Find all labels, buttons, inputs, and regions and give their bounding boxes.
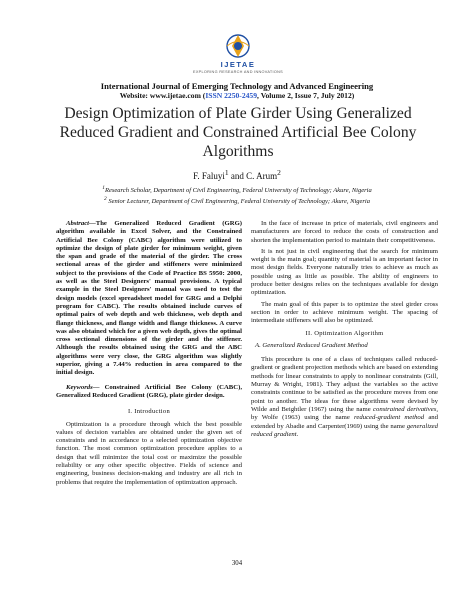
grg-text-d: . — [296, 430, 299, 438]
journal-web-suffix: , Volume 2, Issue 7, July 2012) — [257, 91, 355, 100]
logo-tagline: EXPLORING RESEARCH AND INNOVATIONS — [192, 70, 284, 74]
page-number: 304 — [231, 560, 243, 567]
journal-issn-link[interactable]: ISSN 2250-2459 — [205, 91, 258, 100]
affiliation-2 — [30, 196, 444, 205]
affiliation-1-sup: 1 — [102, 185, 105, 191]
journal-website-line — [30, 91, 444, 100]
abstract-lead: Abstract — [66, 220, 90, 227]
author-1-sup: 1 — [224, 168, 229, 177]
abstract — [56, 220, 242, 378]
logo-wordmark: IJETAE — [220, 60, 256, 69]
journal-name: International Journal of Emerging Technology and Advanced Engineering — [100, 81, 374, 91]
abstract-text: —The Generalized Reduced Gradient (GRG) algorithm available in Excel Solver, and the Constrained Artificial Bee Colony (CABC) algorithm were utilized to optimize the design of plate girder for minimum weight, given the span and grade of the material of the girder. The cross sectional areas of the girder and stiffeners were minimized subject to the provisions of the Code of Practice BS 5950: 2000, as well as the Steel Designers' manual provisions. A typical example in the Steel Designers' manual was used to test the design models (excel spreadsheet model for GRG and a Delphi program for CABC). The results obtained include curves of optimal pairs of web depth and web thickness, web depth and flange thickness, and flange width and flange thickness. A curve was also obtained which for a given web depth, gives the optimal cross sectional dimensions of the girder and the stiffener. Although the results obtained using the GRG and the ABC algorithms were very close, the GRG algorithm was slightly superior, giving a 7.44% reduction in area compared to the initial design. — [56, 220, 242, 377]
grg-paragraph — [251, 356, 438, 439]
section-heading-introduction: I. Introduction — [127, 408, 171, 416]
right-paragraph-1: In the face of increase in price of materials, civil engineers and manufacturers are forced to reduce the costs of construction and shorten the implementation period to maintain their competitiveness. — [251, 220, 438, 244]
keywords — [56, 384, 242, 401]
subsection-heading-grg: A. Generalized Reduced Gradient Method — [255, 341, 368, 349]
intro-paragraph: Optimization is a procedure through which the best possible values of decision variables are obtained under the given set of constraints and in accordance to a selected optimization objective function. The most common optimization procedure applies to a design that will minimize the total cost or maximize the possible reliability or any other specific objective. Fields of science and engineering, business decision-making and industry are all rich in problems that require the implementation of optimization approach. — [56, 420, 242, 486]
author-2: and C. Arum — [228, 171, 278, 181]
grg-text-a: This procedure is one of a class of techniques called reduced-gradient or gradient projection methods which are based on extending methods for linear constraints to apply to nonlinear constraints (Gill, Murray & Wright, 1981). They adjust the variables so the active constraints continue to be satisfied as the procedure moves from one point to another. The ideas for these algorithms were devised by Wilde and Beightler (1967) using the name — [251, 356, 439, 413]
journal-web-prefix: Website: www.ijetae.com ( — [119, 91, 206, 100]
author-line — [30, 168, 444, 181]
keywords-lead: Keywords — [66, 383, 93, 391]
affiliation-1 — [30, 185, 444, 194]
left-column — [56, 220, 242, 490]
affiliation-1-text: Research Scholar, Department of Civil Engineering, Federal University of Technology; Akure, Nigeria — [105, 187, 372, 195]
right-column — [251, 220, 438, 442]
right-paragraph-2: It is not just in civil engineering that the search for minimum weight is the main goal; quantity of material is an important factor in most design fields. Everyone naturally tries to achieve as much as possible using as little as possible. The ability of engineers to produce better designs relies on the techniques available for design optimization. — [251, 247, 438, 297]
keywords-text: — Constrained Artificial Bee Colony (CABC), Generalized Reduced Gradient (GRG), plate girder design. — [56, 383, 242, 399]
journal-logo — [192, 32, 284, 78]
right-paragraph-3: The main goal of this paper is to optimize the steel girder cross section in order to achieve minimum weight. The spacing of intermediate stiffeners will also be optimized. — [251, 300, 438, 325]
affiliation-2-text: Senior Lecturer, Department of Civil Engineering, Federal University of Technology; Akure, Nigeria — [106, 198, 370, 206]
affiliation-2-sup: 2 — [104, 196, 107, 202]
grg-term-2: reduced-gradient method — [354, 414, 425, 422]
grg-term-1: constrained derivatives — [373, 405, 437, 413]
logo-emblem-icon — [198, 32, 278, 62]
grg-text-b: , by Wolfe (1963) using the name — [251, 405, 438, 422]
grg-term-3: generalized reduced gradient — [251, 422, 438, 438]
author-2-sup: 2 — [277, 168, 281, 177]
paper-title: Design Optimization of Plate Girder Using Generalized Reduced Gradient and Constrained Artificial Bee Colony Algorithms — [59, 105, 417, 160]
author-1: F. Faluyi — [193, 171, 225, 181]
grg-text-c: and extended by Abadie and Carpenter(1969) using the name — [251, 414, 438, 430]
section-heading-algorithm: II. Optimization Algorithm — [305, 329, 384, 337]
